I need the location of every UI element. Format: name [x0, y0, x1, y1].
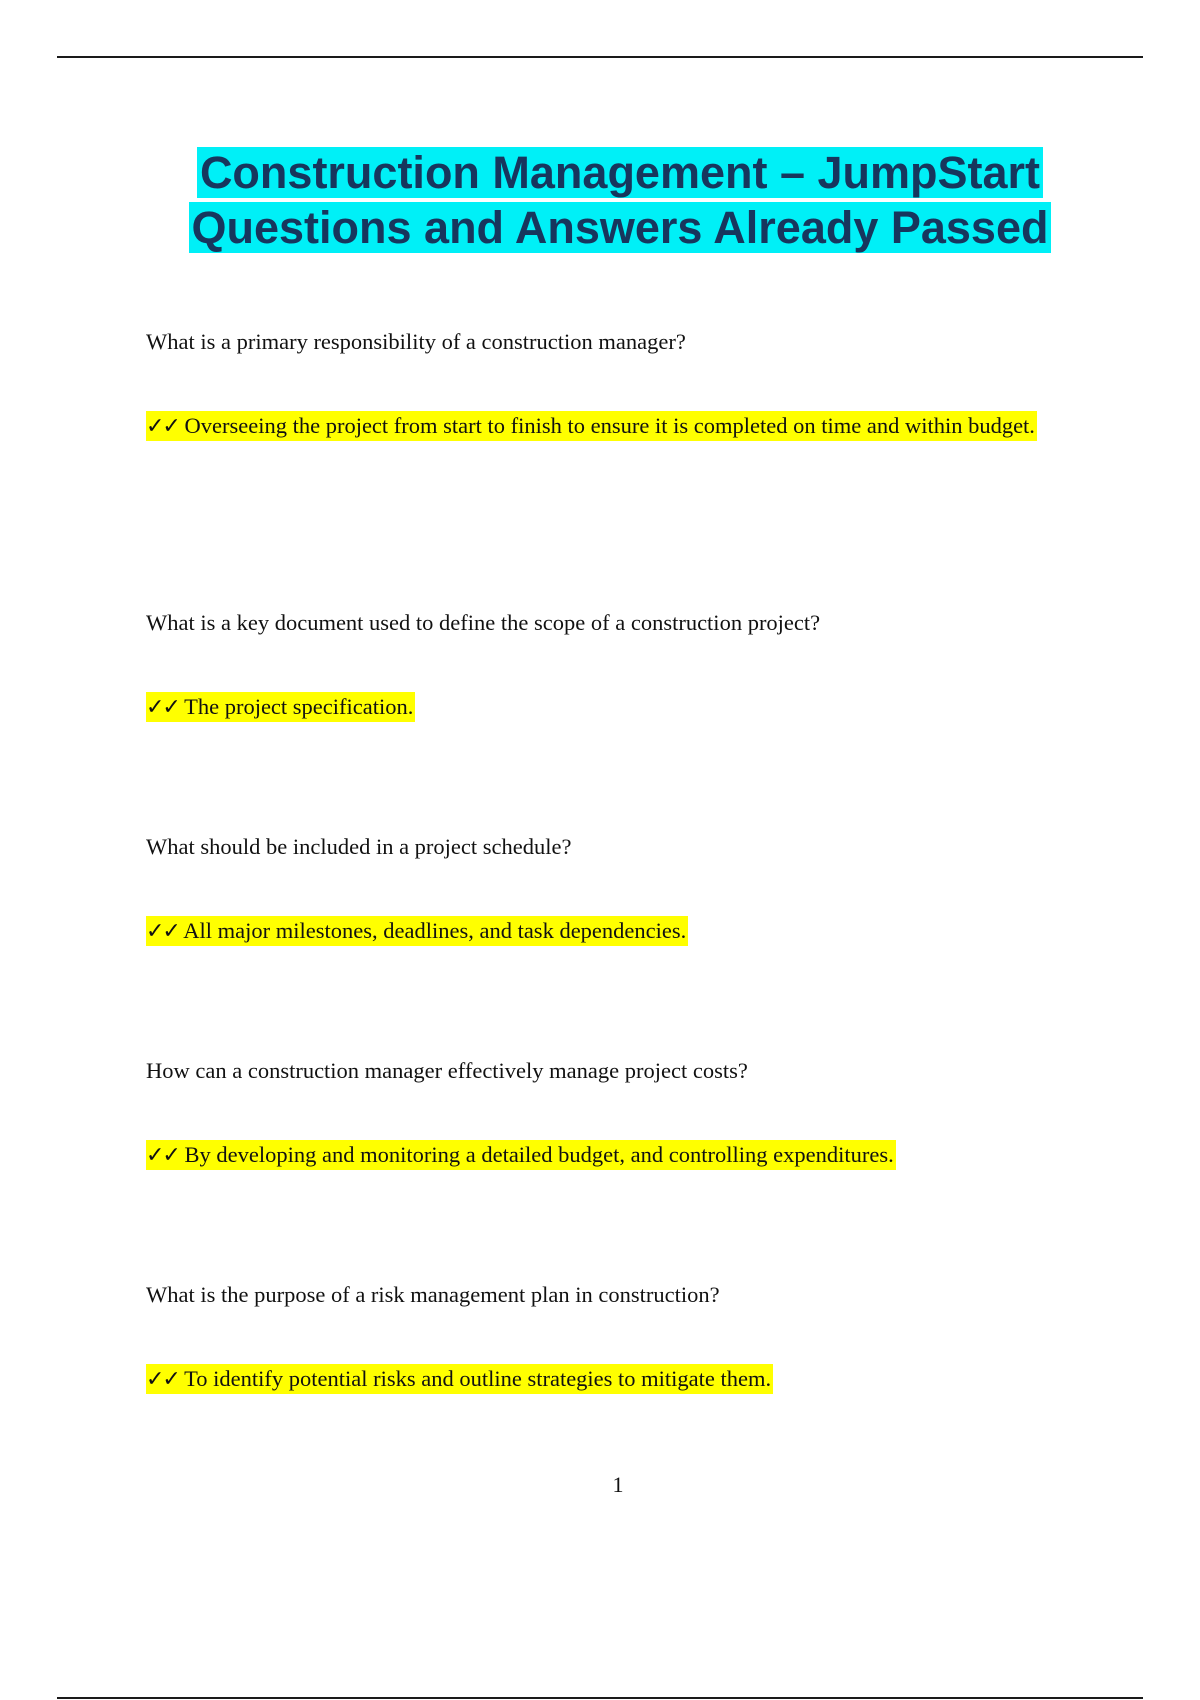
question-text: What is a key document used to define the scope of a construction project? — [146, 610, 821, 635]
answer — [146, 396, 1046, 457]
footer-rule — [57, 1697, 1143, 1699]
answer-highlight — [146, 411, 1037, 441]
question-text: What is the purpose of a risk management plan in construction? — [146, 1282, 720, 1307]
qa-item — [146, 1057, 1046, 1186]
document-title — [145, 145, 1095, 255]
answer-highlight — [146, 1364, 773, 1394]
double-check-icon: ✓✓ — [146, 1143, 179, 1168]
answer — [146, 1349, 1046, 1410]
question-text: What should be included in a project schedule? — [146, 834, 572, 859]
answer — [146, 1125, 1046, 1186]
answer-text: All major milestones, deadlines, and task dependencies. — [183, 918, 687, 943]
question-text: What is a primary responsibility of a construction manager? — [146, 329, 686, 354]
qa-item — [146, 328, 1046, 457]
header-rule — [57, 56, 1143, 58]
question-text: How can a construction manager effectively manage project costs? — [146, 1058, 748, 1083]
answer — [146, 677, 1046, 738]
qa-item — [146, 1281, 1046, 1410]
title-line-1: Construction Management – JumpStart — [197, 147, 1043, 198]
double-check-icon: ✓✓ — [146, 414, 179, 439]
answer-text: By developing and monitoring a detailed budget, and controlling expenditures. — [184, 1142, 894, 1167]
double-check-icon: ✓✓ — [146, 695, 179, 720]
double-check-icon: ✓✓ — [146, 1367, 179, 1392]
answer-text: The project specification. — [184, 694, 414, 719]
double-check-icon: ✓✓ — [146, 919, 179, 944]
answer-highlight — [146, 1140, 896, 1170]
qa-item — [146, 833, 1046, 962]
answer-highlight — [146, 916, 688, 946]
title-line-2: Questions and Answers Already Passed — [189, 202, 1052, 253]
answer-text: To identify potential risks and outline strategies to mitigate them. — [184, 1366, 772, 1391]
page-number: 1 — [612, 1472, 624, 1497]
answer-text: Overseeing the project from start to finish to ensure it is completed on time and within budget. — [184, 413, 1035, 438]
qa-item — [146, 609, 1046, 738]
answer — [146, 901, 1046, 962]
answer-highlight — [146, 692, 415, 722]
